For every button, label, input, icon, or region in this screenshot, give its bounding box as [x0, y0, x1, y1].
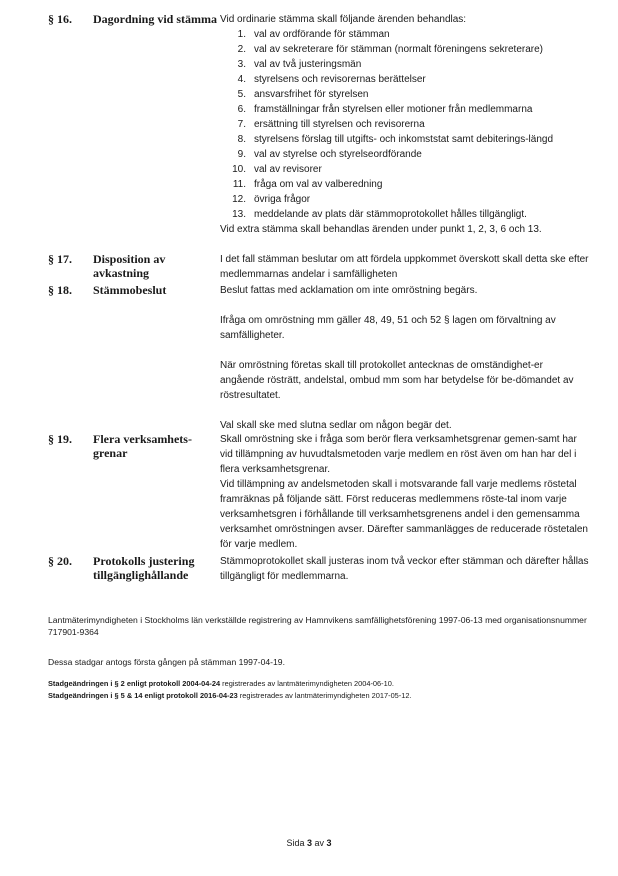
section-body: [220, 252, 590, 282]
agenda-item-number: 1.: [237, 29, 246, 40]
agenda-item-number: 12.: [232, 194, 246, 205]
extra-meeting-note: Vid extra stämma skall behandlas ärenden under punkt 1, 2, 3, 6 och 13.: [220, 224, 542, 235]
agenda-intro: Vid ordinarie stämma skall följande ärenden behandlas:: [220, 14, 467, 25]
agenda-item-text: fråga om val av valberedning: [254, 179, 383, 190]
agenda-item: [220, 132, 590, 147]
section-body: [220, 554, 590, 584]
section-body: [220, 432, 590, 552]
section-number: § 17.: [48, 252, 72, 266]
page-middle: av: [312, 838, 327, 848]
section-heading: Stämmobeslut: [93, 283, 167, 297]
agenda-item-number: 10.: [232, 164, 246, 175]
agenda-item-text: övriga frågor: [254, 194, 311, 205]
section-text: I det fall stämman beslutar om att fördela uppkommet överskott skall detta ske efter medlemmarnas andelar i samfälligheten: [220, 254, 589, 280]
amendment-ref: Stadgeändringen i § 2 enligt protokoll 2004-04-24: [48, 679, 221, 688]
agenda-item: [220, 147, 590, 162]
page-total: 3: [326, 838, 332, 848]
amendment-note-1: [48, 678, 608, 689]
agenda-item-text: styrelsens och revisorernas berättelser: [254, 74, 426, 85]
section-text: Stämmoprotokollet skall justeras inom två veckor efter stämman och därefter hållas tillgängligt för medlemmarna.: [220, 556, 589, 582]
amendment-note-2: [48, 690, 608, 701]
page-number: [0, 838, 618, 848]
agenda-item-number: 8.: [237, 134, 246, 145]
page-prefix: Sida: [286, 838, 307, 848]
amendment-text: registrerades av lantmäterimyndigheten 2004-06-10.: [220, 679, 394, 688]
agenda-item-text: ersättning till styrelsen och revisorerna: [254, 119, 425, 130]
agenda-item-text: styrelsens förslag till utgifts- och inkomststat samt debiterings-längd: [254, 134, 554, 145]
agenda-item: [220, 192, 590, 207]
agenda-item-number: 3.: [237, 59, 246, 70]
agenda-item: [220, 117, 590, 132]
agenda-item: [220, 42, 590, 57]
agenda-item: [220, 87, 590, 102]
page-current: 3: [306, 838, 312, 848]
agenda-item-text: val av två justeringsmän: [254, 59, 362, 70]
agenda-item: [220, 207, 590, 222]
adoption-note: Dessa stadgar antogs första gången på stämman 1997-04-19.: [48, 657, 285, 667]
paragraph: Beslut fattas med acklamation om inte omröstning begärs.: [220, 285, 478, 296]
registration-note: Lantmäterimyndigheten i Stockholms län verkställde registrering av Hamnvikens samfällighetsförening 1997-06-13 med organisationsnummer 717901-9364: [48, 615, 587, 637]
agenda-list: [220, 27, 590, 222]
agenda-item-number: 2.: [237, 44, 246, 55]
agenda-item-number: 11.: [232, 179, 246, 190]
paragraph: Skall omröstning ske i fråga som berör flera verksamhetsgrenar gemen-samt har vid tillämpning av huvudtalsmetoden varje medlem en röst även om han har del i flera verksamhetsgrenar.: [220, 434, 577, 475]
amendment-text: registrerades av lantmäterimyndigheten 2017-05-12.: [237, 691, 412, 700]
agenda-item-number: 7.: [237, 119, 246, 130]
agenda-item: [220, 102, 590, 117]
section-heading: Dagordning vid stämma: [93, 12, 218, 26]
amendment-ref: Stadgeändringen i § 5 & 14 enligt protokoll 2016-04-23: [48, 691, 238, 700]
section-body: [220, 12, 590, 237]
agenda-item: [220, 162, 590, 177]
agenda-item: [220, 72, 590, 87]
section-heading: Protokolls justering tillgänglighållande: [93, 554, 195, 582]
section-heading: Disposition av avkastning: [93, 252, 166, 280]
agenda-item: [220, 177, 590, 192]
section-heading: Flera verksamhets-grenar: [93, 432, 192, 460]
agenda-item-number: 6.: [237, 104, 246, 115]
agenda-item-text: framställningar från styrelsen eller motioner från medlemmarna: [254, 104, 533, 115]
section-number: § 20.: [48, 554, 72, 568]
agenda-item-text: val av sekreterare för stämman (normalt föreningens sekreterare): [254, 44, 544, 55]
agenda-item-text: val av revisorer: [254, 164, 322, 175]
agenda-item-text: val av ordförande för stämman: [254, 29, 390, 40]
agenda-item-number: 4.: [237, 74, 246, 85]
paragraph: När omröstning företas skall till protokollet antecknas de omständighet-er angående rösträtt, andelstal, ombud mm som har betydelse för be-dömandet av röstresultatet.: [220, 360, 574, 401]
paragraph: Val skall ske med slutna sedlar om någon begär det.: [220, 420, 452, 431]
agenda-item: [220, 57, 590, 72]
section-body: [220, 283, 590, 433]
agenda-item-text: meddelande av plats där stämmoprotokollet hålles tillgängligt.: [254, 209, 527, 220]
paragraph: Vid tillämpning av andelsmetoden skall i motsvarande fall varje medlems röstetal framräknas på följande sätt. Först reduceras medlemmens röste-tal inom varje verksamhetsgren i förhållande till verksamhetsgrenens andel i den gemensamma verksamhet omröstningen avser. Därefter sammanlägges de reducerade röstetalen för varje medlem.: [220, 479, 588, 550]
section-number: § 19.: [48, 432, 72, 446]
section-number: § 18.: [48, 283, 72, 297]
agenda-item-number: 5.: [237, 89, 246, 100]
agenda-item-number: 9.: [237, 149, 246, 160]
agenda-item-number: 13.: [232, 209, 246, 220]
agenda-item-text: val av styrelse och styrelseordförande: [254, 149, 422, 160]
section-number: § 16.: [48, 12, 72, 26]
agenda-item-text: ansvarsfrihet för styrelsen: [254, 89, 369, 100]
paragraph: Ifråga om omröstning mm gäller 48, 49, 51 och 52 § lagen om förvaltning av samfälligheter.: [220, 315, 556, 341]
agenda-item: [220, 27, 590, 42]
